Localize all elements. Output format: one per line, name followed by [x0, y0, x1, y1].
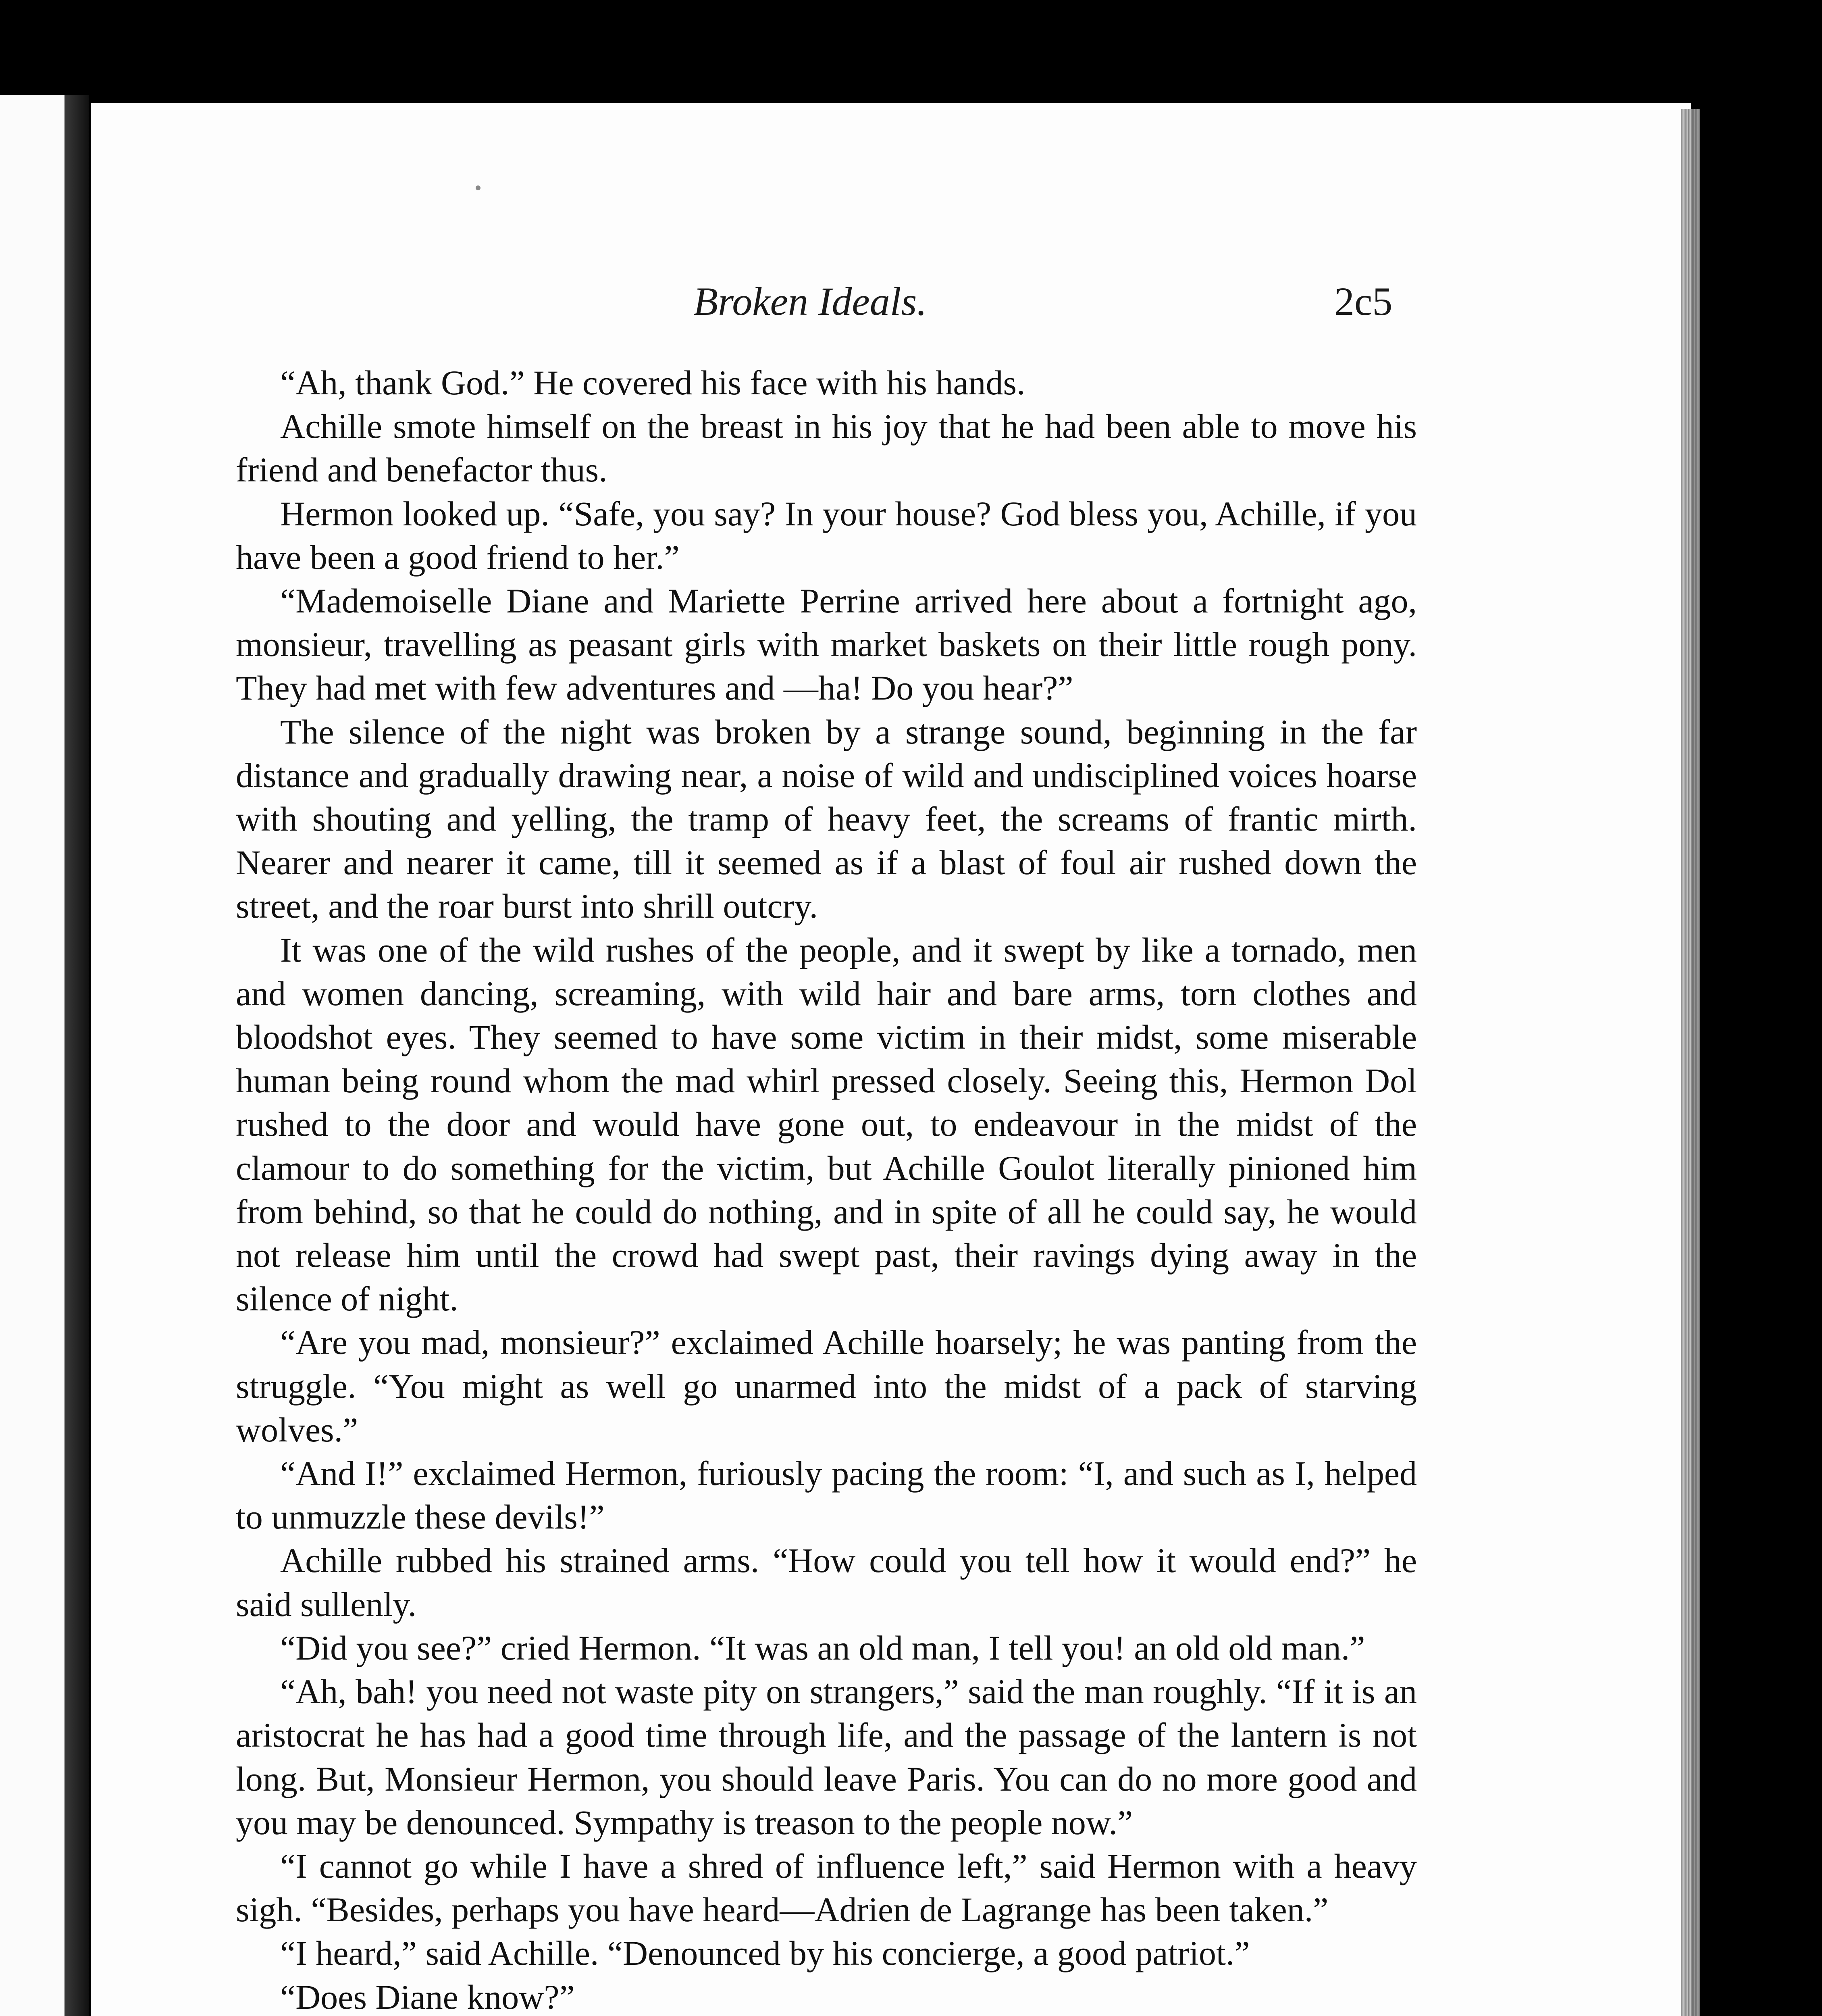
running-title: Broken Ideals.: [693, 279, 927, 324]
paragraph: Achille rubbed his strained arms. “How could you tell how it would end?” he said sullenly.: [236, 1541, 1417, 1624]
paragraph: “Ah, thank God.” He covered his face with his hands.: [280, 363, 1025, 402]
paragraph: “Are you mad, monsieur?” exclaimed Achille hoarsely; he was panting from the struggle. “You might as well go unarmed into the midst of a pack of starving wolves.”: [236, 1323, 1417, 1449]
paragraph: “Did you see?” cried Hermon. “It was an old man, I tell you! an old old man.”: [280, 1628, 1365, 1667]
paragraph: Hermon looked up. “Safe, you say? In your house? God bless you, Achille, if you have been a good friend to her.”: [236, 494, 1417, 577]
left-page-edge: [0, 95, 64, 2016]
paragraph: “I heard,” said Achille. “Denounced by his concierge, a good patriot.”: [280, 1934, 1250, 1973]
paragraph: The silence of the night was broken by a strange sound, beginning in the far distance and gradually drawing near, a noise of wild and undisciplined voices hoarse with shouting and yelling, the tramp of heavy feet, the screams of frantic mirth. Nearer and nearer it came, till it seemed as if a blast of foul air rushed down the street, and the roar burst into shrill outcry.: [236, 712, 1417, 926]
paragraph: “Mademoiselle Diane and Mariette Perrine arrived here about a fortnight ago, monsieur, travelling as peasant girls with market baskets on their little rough pony. They had met with few adventures and —ha! Do you hear?”: [236, 581, 1417, 708]
paragraph: “And I!” exclaimed Hermon, furiously pacing the room: “I, and such as I, helped to unmuzzle these devils!”: [236, 1454, 1417, 1537]
book-gutter: [64, 95, 89, 2016]
page-number: 2c5: [1334, 279, 1393, 324]
paragraph: “Ah, bah! you need not waste pity on strangers,” said the man roughly. “If it is an aristocrat he has had a good time through life, and the passage of the lantern is not long. But, Monsieur Hermon, you should leave Paris. You can do no more good and you may be denounced. Sympathy is treason to the people now.”: [236, 1672, 1417, 1842]
paragraph: “Does Diane know?”: [280, 1977, 575, 2016]
page-speck: [476, 185, 480, 190]
paragraph: Achille smote himself on the breast in his joy that he had been able to move his friend and benefactor thus.: [236, 407, 1417, 489]
body-text: [236, 361, 1417, 2016]
paragraph: “I cannot go while I have a shred of influence left,” said Hermon with a heavy sigh. “Besides, perhaps you have heard—Adrien de Lagrange has been taken.”: [236, 1846, 1417, 1929]
paragraph: It was one of the wild rushes of the people, and it swept by like a tornado, men and women dancing, screaming, with wild hair and bare arms, torn clothes and bloodshot eyes. They seemed to have some victim in their midst, some miserable human being round whom the mad whirl pressed closely. Seeing this, Hermon Dol rushed to the door and would have gone out, to endeavour in the midst of the clamour to do something for the victim, but Achille Goulot literally pinioned him from behind, so that he could do nothing, and in spite of all he could say, he would not release him until the crowd had swept past, their ravings dying away in the silence of night.: [236, 930, 1417, 1318]
page-edge-shadow: [1681, 109, 1700, 2016]
